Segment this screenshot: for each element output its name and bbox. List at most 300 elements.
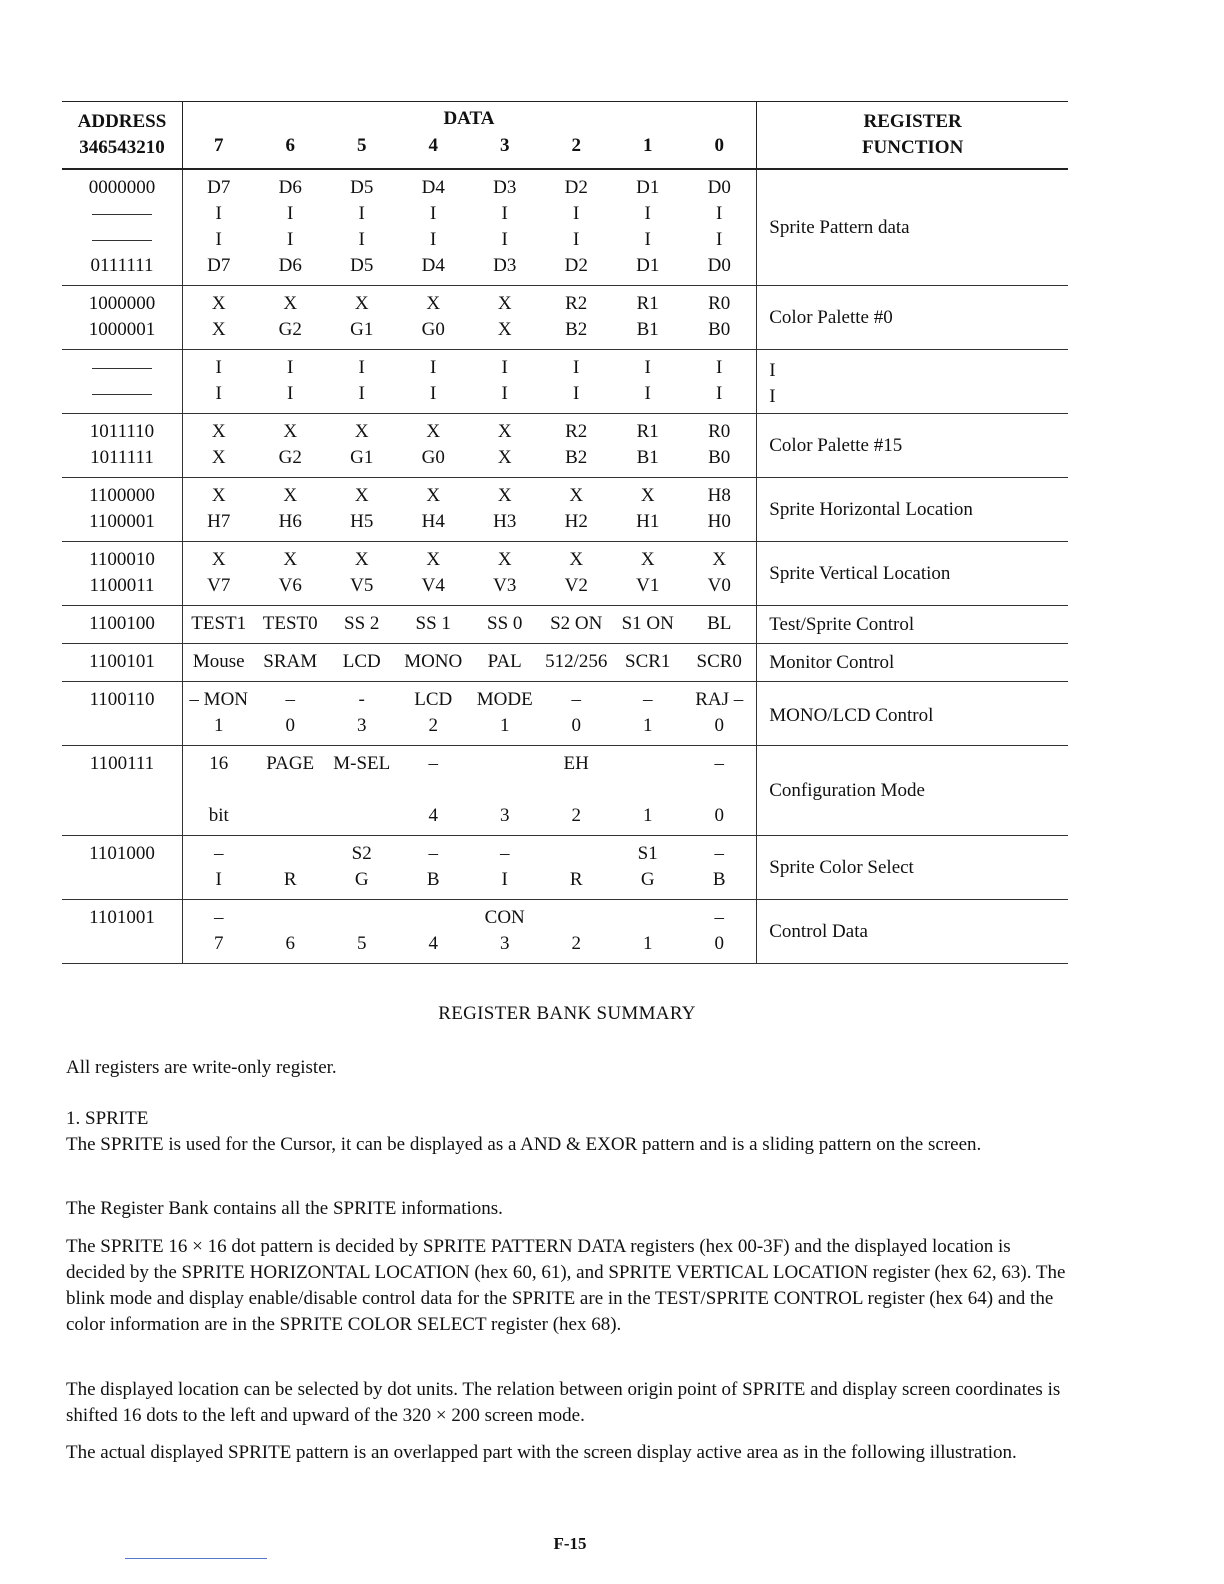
data-bits-line xyxy=(183,317,756,343)
register-function-continuation: I xyxy=(769,386,776,407)
bit-value: I xyxy=(215,357,222,378)
bit-number: 4 xyxy=(428,135,438,156)
bit-value: 5 xyxy=(356,933,367,954)
bit-value: D7 xyxy=(207,177,231,198)
bit-value: 4 xyxy=(428,933,438,954)
bit-value: PAGE xyxy=(266,753,315,774)
bit-value: I xyxy=(430,229,437,250)
address-value: 1011110 xyxy=(89,421,155,442)
bit-value: I xyxy=(716,203,723,224)
bit-value: I xyxy=(501,383,508,404)
data-bits-line xyxy=(183,905,756,931)
function-header xyxy=(757,102,1068,170)
bit-value: 2 xyxy=(571,805,581,826)
address-value: 1100111 xyxy=(89,753,155,774)
bit-value: R xyxy=(283,869,297,890)
paragraph-text: The SPRITE 16 × 16 dot pattern is decided by SPRITE PATTERN DATA registers (hex 00-3F) and the displayed location is decided by the SPRITE HORIZONTAL LOCATION (hex 60, 61), and SPRITE VERTICAL LOCATION register (hex 62, 63). The blink mode and display enable/disable control data for the SPRITE are in the TEST/SPRITE CONTROL register (hex 64) and the color information are in the SPRITE COLOR SELECT register (hex 68). xyxy=(66,1236,1066,1335)
data-bits-cell xyxy=(182,836,756,900)
bit-value: 0 xyxy=(571,715,581,736)
address-header xyxy=(62,102,182,170)
bit-value: – xyxy=(213,907,224,928)
bit-value: S1 xyxy=(637,843,658,864)
bit-value xyxy=(540,777,612,803)
address-bits-label: 346543210 xyxy=(79,137,165,158)
bit-value: 1 xyxy=(499,715,510,736)
data-bits-cell xyxy=(182,478,756,542)
data-bits-line xyxy=(183,547,756,573)
page-number: F-15 xyxy=(553,1534,587,1553)
section-heading-sprite xyxy=(66,1106,1072,1132)
register-function-label: Monitor Control xyxy=(769,651,895,673)
bit-value: X xyxy=(569,549,584,570)
bit-value: I xyxy=(573,203,580,224)
bit-value: – xyxy=(714,843,724,864)
bit-value: D1 xyxy=(636,177,660,198)
bit-value: I xyxy=(716,383,723,404)
address-cell xyxy=(62,350,182,414)
bit-value: S2 xyxy=(351,843,372,864)
address-range-dash xyxy=(62,201,182,227)
bit-value: D3 xyxy=(493,177,517,198)
bit-value xyxy=(397,777,469,803)
bit-value: – xyxy=(285,689,295,710)
bit-number-row xyxy=(183,135,755,157)
bit-value: V0 xyxy=(707,575,731,596)
register-row xyxy=(62,478,1068,542)
bit-value: SS 0 xyxy=(487,613,523,634)
bit-value: X xyxy=(211,485,226,506)
bit-value: R2 xyxy=(565,293,588,314)
bit-value: X xyxy=(569,485,584,506)
bit-value: X xyxy=(497,293,512,314)
register-function-cell xyxy=(757,606,1068,644)
data-bits-cell xyxy=(182,606,756,644)
bit-value: D3 xyxy=(493,255,517,276)
bit-value xyxy=(183,777,255,803)
bit-number: 7 xyxy=(213,135,224,156)
bit-value: I xyxy=(716,229,723,250)
data-bits-cell xyxy=(182,350,756,414)
bit-value: B xyxy=(712,869,726,890)
address-value: 1000000 xyxy=(88,293,156,314)
bit-value: I xyxy=(573,357,580,378)
bit-value: 4 xyxy=(428,805,438,826)
data-bits-line xyxy=(183,803,756,829)
bit-value: 6 xyxy=(285,933,295,954)
bit-value: R xyxy=(569,869,583,890)
address-value: 1100110 xyxy=(89,689,155,710)
paragraph-text: The displayed location can be selected by dot units. The relation between origin point of SPRITE and display screen coordinates is shifted 16 dots to the left and upward of the 320 × 200 screen mode. xyxy=(66,1379,1061,1426)
address-cell xyxy=(62,746,182,836)
section-heading-text: 1. SPRITE xyxy=(66,1108,149,1129)
register-function-label: Sprite Horizontal Location xyxy=(769,498,973,520)
bit-value xyxy=(326,777,398,803)
bit-value xyxy=(326,803,398,829)
data-bits-line xyxy=(183,931,756,957)
bit-value: H3 xyxy=(493,511,517,532)
address-value: 0111111 xyxy=(90,255,154,276)
paragraph-sprite-pattern xyxy=(66,1234,1072,1338)
register-function-cell xyxy=(757,414,1068,478)
bit-value: 3 xyxy=(499,805,510,826)
bit-value: 7 xyxy=(213,933,224,954)
bit-value: D7 xyxy=(207,255,231,276)
bit-value: X xyxy=(426,549,441,570)
bit-value: H2 xyxy=(564,511,588,532)
bit-value: R0 xyxy=(708,293,731,314)
register-function-cell xyxy=(757,746,1068,836)
data-bits-line xyxy=(183,713,756,739)
address-value: 1100100 xyxy=(89,613,155,634)
bit-value: – xyxy=(714,907,724,928)
bit-value: H4 xyxy=(421,511,445,532)
bit-value: G0 xyxy=(421,447,445,468)
bit-value: Mouse xyxy=(192,651,245,672)
bit-value: MONO xyxy=(404,651,463,672)
bit-value: EH xyxy=(563,753,589,774)
bit-number: 5 xyxy=(356,135,367,156)
bit-value: D1 xyxy=(636,255,660,276)
bit-value: PAL xyxy=(487,651,522,672)
bit-value: H8 xyxy=(707,485,731,506)
bit-value: 2 xyxy=(428,715,438,736)
bit-value: D2 xyxy=(564,255,588,276)
bit-value: H6 xyxy=(278,511,302,532)
register-bank-table xyxy=(62,101,1068,964)
bit-value: G xyxy=(354,869,369,890)
bit-value: 0 xyxy=(714,715,724,736)
bit-value: H7 xyxy=(207,511,231,532)
bit-value xyxy=(469,777,541,803)
address-value: 1100010 xyxy=(89,549,155,570)
bit-value: D0 xyxy=(707,255,731,276)
register-function-label: Configuration Mode xyxy=(769,779,925,801)
bit-value xyxy=(683,777,755,803)
bit-value: CON xyxy=(484,907,525,928)
data-bits-line xyxy=(183,687,756,713)
bit-value: I xyxy=(215,383,222,404)
bit-value xyxy=(540,841,612,867)
bit-value: X xyxy=(426,485,441,506)
bit-value: V7 xyxy=(207,575,231,596)
address-value: 1100001 xyxy=(89,511,155,532)
bit-value: I xyxy=(501,229,508,250)
data-bits-line xyxy=(183,777,756,803)
bit-value: – xyxy=(213,843,224,864)
bit-value: X xyxy=(497,549,512,570)
bit-value: D0 xyxy=(707,177,731,198)
bit-number: 0 xyxy=(714,135,724,156)
bit-value: X xyxy=(354,293,369,314)
register-row xyxy=(62,746,1068,836)
bit-value: MODE xyxy=(476,689,533,710)
data-bits-cell xyxy=(182,900,756,964)
bit-value: G1 xyxy=(350,447,374,468)
bit-value: 16 xyxy=(209,753,229,774)
data-bits-line xyxy=(183,355,756,381)
paragraph-displayed-location xyxy=(66,1377,1072,1429)
address-cell xyxy=(62,414,182,478)
bit-value: X xyxy=(283,293,298,314)
bit-value: X xyxy=(497,319,512,340)
bit-value: – xyxy=(499,843,510,864)
bit-value: H0 xyxy=(707,511,731,532)
address-value: 1101001 xyxy=(89,907,155,928)
bit-value: TEST1 xyxy=(191,613,247,634)
bit-value: R1 xyxy=(636,293,659,314)
bit-value: X xyxy=(712,549,727,570)
data-bits-cell xyxy=(182,542,756,606)
register-function-cell xyxy=(757,900,1068,964)
bit-value: I xyxy=(287,357,294,378)
register-function-label: Sprite Pattern data xyxy=(769,216,910,238)
bit-value: M-SEL xyxy=(333,753,391,774)
bit-value: SS 2 xyxy=(344,613,380,634)
register-row xyxy=(62,644,1068,682)
bit-value: 0 xyxy=(714,805,724,826)
address-cell xyxy=(62,682,182,746)
bit-value: D6 xyxy=(278,177,302,198)
bit-value: V2 xyxy=(564,575,588,596)
bit-value: G2 xyxy=(278,447,302,468)
bit-value: X xyxy=(211,319,226,340)
register-function-cell xyxy=(757,682,1068,746)
bit-value: X xyxy=(354,421,369,442)
bit-value: BL xyxy=(707,613,732,634)
paragraph-text: The SPRITE is used for the Cursor, it can be displayed as a AND & EXOR pattern and is a sliding pattern on the screen. xyxy=(66,1134,982,1155)
register-row xyxy=(62,606,1068,644)
bit-value: D4 xyxy=(421,177,445,198)
bit-value: X xyxy=(497,485,512,506)
data-bits-cell xyxy=(182,682,756,746)
data-bits-line xyxy=(183,649,756,675)
register-function-cell xyxy=(757,478,1068,542)
bit-value: R0 xyxy=(708,421,731,442)
bit-value: I xyxy=(287,203,294,224)
bit-value: D5 xyxy=(350,177,374,198)
bit-value: G1 xyxy=(350,319,374,340)
bit-value: 1 xyxy=(642,715,653,736)
register-function-cell xyxy=(757,836,1068,900)
bit-value xyxy=(469,751,541,777)
address-cell xyxy=(62,478,182,542)
bit-value: X xyxy=(354,549,369,570)
bit-number: 1 xyxy=(642,135,653,156)
bit-value: 3 xyxy=(356,715,367,736)
bit-value: X xyxy=(211,447,226,468)
address-cell xyxy=(62,169,182,286)
bit-value: I xyxy=(287,383,294,404)
dash-rule xyxy=(92,214,152,215)
bit-value: SRAM xyxy=(263,651,318,672)
paragraph-register-bank xyxy=(66,1196,1072,1222)
bit-value: I xyxy=(358,203,365,224)
bit-value xyxy=(254,803,326,829)
register-row xyxy=(62,414,1068,478)
address-cell xyxy=(62,900,182,964)
bit-value: I xyxy=(644,383,651,404)
bit-value: TEST0 xyxy=(262,613,318,634)
bit-value xyxy=(397,905,469,931)
bit-value: X xyxy=(497,421,512,442)
address-value: 1100101 xyxy=(89,651,155,672)
paragraph-text: All registers are write-only register. xyxy=(66,1057,337,1078)
scan-artifact-line xyxy=(125,1558,267,1559)
paragraph-overlapped-pattern xyxy=(66,1440,1072,1466)
bit-value: 1 xyxy=(213,715,224,736)
address-header-label: ADDRESS xyxy=(77,111,167,132)
bit-value: G xyxy=(640,869,655,890)
paragraph-text: The actual displayed SPRITE pattern is an overlapped part with the screen display active area as in the following illustration. xyxy=(66,1442,1017,1463)
bit-value: I xyxy=(430,203,437,224)
data-bits-line xyxy=(183,201,756,227)
bit-value: RAJ – xyxy=(695,689,744,710)
data-bits-cell xyxy=(182,414,756,478)
paragraph-sprite-cursor xyxy=(66,1132,1072,1158)
data-header xyxy=(182,102,756,170)
register-function-label: MONO/LCD Control xyxy=(769,705,934,726)
bit-value xyxy=(254,841,326,867)
bit-value: 0 xyxy=(714,933,724,954)
bit-value: X xyxy=(283,421,298,442)
bit-value: 0 xyxy=(285,715,295,736)
bit-value: V3 xyxy=(493,575,517,596)
data-bits-line xyxy=(183,573,756,599)
bit-value: V4 xyxy=(421,575,445,596)
bit-value: I xyxy=(215,203,222,224)
data-bits-line xyxy=(183,483,756,509)
address-value: 0000000 xyxy=(88,177,156,198)
bit-value: G2 xyxy=(278,319,302,340)
register-function-cell xyxy=(757,169,1068,286)
data-bits-cell xyxy=(182,644,756,682)
register-function-cell xyxy=(757,350,1068,414)
table-caption: REGISTER BANK SUMMARY xyxy=(438,1003,696,1024)
bit-number: 6 xyxy=(285,135,295,156)
bit-value: X xyxy=(497,447,512,468)
data-bits-cell xyxy=(182,286,756,350)
paragraph-write-only xyxy=(66,1055,1072,1081)
bit-value: I xyxy=(430,357,437,378)
bit-value: I xyxy=(644,203,651,224)
bit-value: LCD xyxy=(414,689,453,710)
bit-value: D2 xyxy=(564,177,588,198)
bit-value: B xyxy=(426,869,440,890)
bit-value: B0 xyxy=(708,319,731,340)
register-function-label: Control Data xyxy=(769,920,868,942)
address-value: 1101000 xyxy=(89,843,155,864)
bit-value: 2 xyxy=(571,933,581,954)
address-cell xyxy=(62,286,182,350)
bit-value: I xyxy=(358,229,365,250)
register-function-label: Sprite Vertical Location xyxy=(769,562,951,584)
bit-value: B2 xyxy=(565,447,588,468)
bit-value: I xyxy=(573,229,580,250)
bit-value: 512/256 xyxy=(545,651,608,672)
bit-value: I xyxy=(501,357,508,378)
bit-value: I xyxy=(287,229,294,250)
bit-value: B1 xyxy=(636,447,659,468)
bit-value: - xyxy=(358,689,365,710)
bit-value: X xyxy=(426,293,441,314)
register-function-label: Sprite Color Select xyxy=(769,856,914,878)
address-value: 1100000 xyxy=(89,485,155,506)
bit-value: SS 1 xyxy=(415,613,451,634)
bit-number: 2 xyxy=(571,135,581,156)
data-bits-cell xyxy=(182,169,756,286)
bit-value: I xyxy=(644,357,651,378)
data-bits-line xyxy=(183,227,756,253)
bit-value: – xyxy=(714,753,724,774)
bit-value: B0 xyxy=(708,447,731,468)
dash-rule xyxy=(92,394,152,395)
address-range-dash xyxy=(62,381,182,407)
register-row xyxy=(62,542,1068,606)
bit-value: I xyxy=(215,229,222,250)
bit-value: V1 xyxy=(636,575,660,596)
data-header-label: DATA xyxy=(443,108,495,129)
address-cell xyxy=(62,606,182,644)
bit-value: – xyxy=(571,689,581,710)
bit-value: I xyxy=(644,229,651,250)
register-row xyxy=(62,682,1068,746)
dash-rule xyxy=(92,240,152,241)
bit-value: X xyxy=(283,549,298,570)
bit-value: D6 xyxy=(278,255,302,276)
data-bits-line xyxy=(183,751,756,777)
bit-value: X xyxy=(640,549,655,570)
address-range-dash xyxy=(62,227,182,253)
bit-value: – MON xyxy=(189,689,249,710)
bit-value: V5 xyxy=(350,575,374,596)
paragraph-text: The Register Bank contains all the SPRITE informations. xyxy=(66,1198,503,1219)
bit-value: X xyxy=(211,421,226,442)
register-function-cell xyxy=(757,286,1068,350)
data-bits-line xyxy=(183,867,756,893)
bit-value xyxy=(254,905,326,931)
dash-rule xyxy=(92,368,152,369)
bit-value xyxy=(326,905,398,931)
bit-value: I xyxy=(716,357,723,378)
bit-number: 3 xyxy=(499,135,510,156)
bit-value: S1 ON xyxy=(621,613,674,634)
bit-value: B1 xyxy=(636,319,659,340)
bit-value: H1 xyxy=(636,511,660,532)
bit-value: – xyxy=(642,689,653,710)
bit-value xyxy=(612,777,684,803)
bit-value: X xyxy=(426,421,441,442)
address-cell xyxy=(62,542,182,606)
bit-value: SCR1 xyxy=(625,651,671,672)
function-header-line1: REGISTER xyxy=(863,111,962,132)
bit-value: H5 xyxy=(350,511,374,532)
bit-value: I xyxy=(215,869,222,890)
address-value: 1011111 xyxy=(90,447,154,468)
bit-value: – xyxy=(428,843,438,864)
bit-value: D4 xyxy=(421,255,445,276)
register-function-cell xyxy=(757,644,1068,682)
bit-value: I xyxy=(358,383,365,404)
data-bits-line xyxy=(183,611,756,637)
bit-value: S2 ON xyxy=(550,613,603,634)
address-cell xyxy=(62,836,182,900)
bit-value: R1 xyxy=(636,421,659,442)
data-bits-line xyxy=(183,419,756,445)
bit-value xyxy=(540,905,612,931)
register-row xyxy=(62,836,1068,900)
bit-value: X xyxy=(211,549,226,570)
data-bits-line xyxy=(183,253,756,279)
